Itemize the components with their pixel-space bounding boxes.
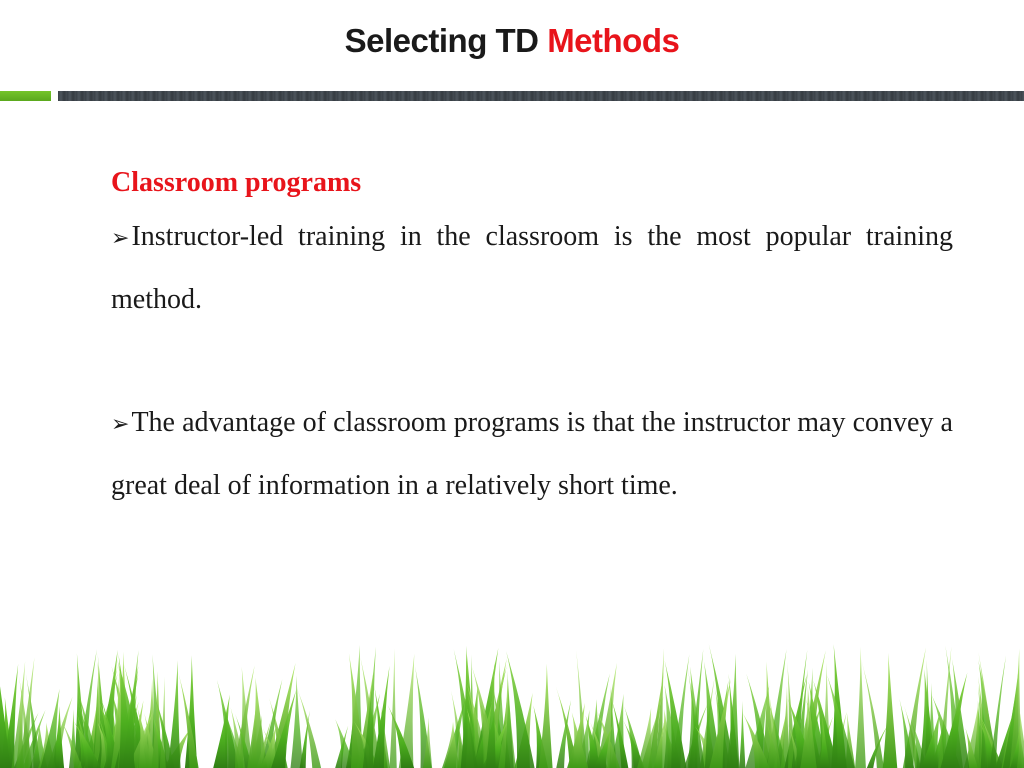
- arrow-bullet-icon: ➢: [111, 226, 130, 251]
- grass-blade: [883, 653, 898, 768]
- bullet-text-1: Instructor-led training in the classroom is the most popular training method.: [111, 221, 953, 315]
- grass-blade: [539, 664, 553, 768]
- title-underline-green: [0, 91, 51, 101]
- title-main: Selecting TD: [344, 22, 539, 59]
- grass-blade: [290, 675, 303, 768]
- grass-blade: [389, 648, 396, 768]
- slide-title: [0, 22, 1024, 60]
- bullet-paragraph-2: [111, 392, 953, 516]
- bullet-text-2: The advantage of classroom programs is that the instructor may convey a great deal of information in a relatively short time.: [111, 407, 953, 501]
- section-heading: Classroom programs: [111, 167, 362, 198]
- grass-blade: [727, 654, 740, 768]
- grass-decoration: [0, 638, 1024, 768]
- slide-content: [111, 160, 953, 516]
- grass-blade: [855, 647, 866, 768]
- bullet-paragraph-1: [111, 206, 953, 330]
- grass-blade: [739, 701, 745, 768]
- title-accent: Methods: [547, 22, 680, 59]
- paragraph-spacer: [111, 330, 953, 392]
- title-underline-dark: [58, 91, 1024, 101]
- grass-blade: [300, 711, 310, 768]
- arrow-bullet-icon: ➢: [111, 412, 130, 437]
